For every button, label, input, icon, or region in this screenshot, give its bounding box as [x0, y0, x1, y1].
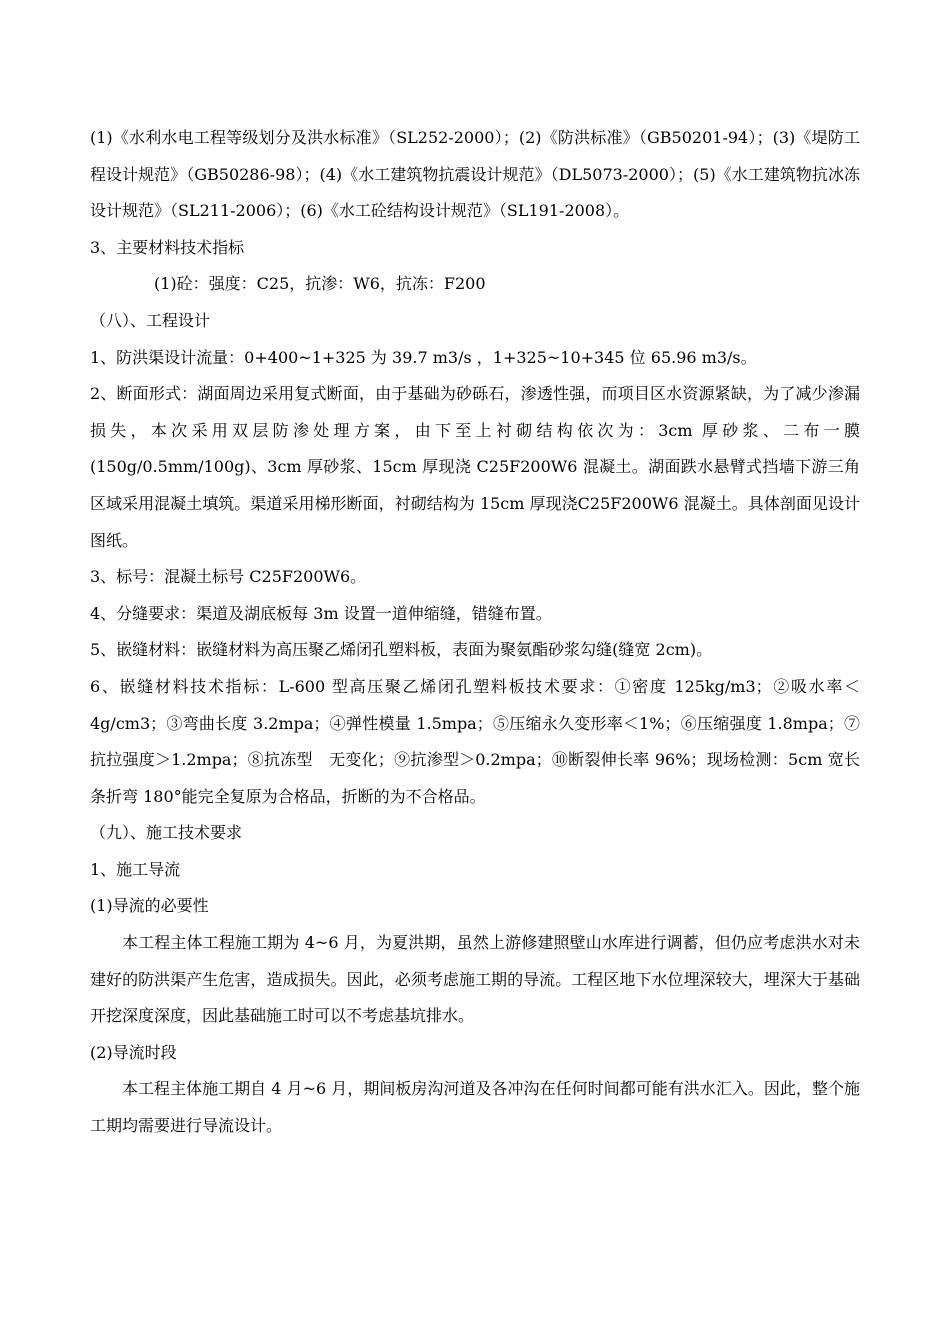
heading-construction-diversion: 1、施工导流	[90, 859, 181, 879]
paragraph-joint-material: 5、嵌缝材料：嵌缝材料为高压聚乙烯闭孔塑料板，表面为聚氨酯砂浆勾缝(缝宽 2cm)。	[90, 640, 713, 660]
paragraph-standards-list: (1)《水利水电工程等级划分及洪水标准》（SL252-2000）；(2)《防洪标准》（GB50201-94）；(3)《堤防工程设计规范》（GB50286-98）；(4)《水工建筑物抗震设计规范》（DL5073-2000）；(5)《水工建筑物抗冰冻设计规范》（SL211-2006）；(6)《水工砼结构设计规范》（SL191-2008）。	[90, 128, 860, 221]
section-heading-engineering-design: （八）、工程设计	[90, 310, 211, 330]
paragraph-joint-material-specs: 6、嵌缝材料技术指标：L-600 型高压聚乙烯闭孔塑料板技术要求：①密度 125kg/m3；②吸水率＜4g/cm3；③弯曲长度 3.2mpa；④弹性模量 1.5mpa；⑤压缩永久变形率＜1%；⑥压缩强度 1.8mpa；⑦抗拉强度＞1.2mpa；⑧抗冻型 无变化；⑨抗渗型＞0.2mpa；⑩断裂伸长率 96%；现场检测：5cm 宽长条折弯 180°能完全复原为合格品，折断的为不合格品。	[90, 676, 860, 806]
paragraph-grade: 3、标号：混凝土标号 C25F200W6。	[90, 567, 367, 587]
heading-material-indicators: 3、主要材料技术指标	[90, 237, 245, 257]
section-heading-construction-requirements: （九）、施工技术要求	[90, 823, 243, 843]
paragraph-section-form: 2、断面形式：湖面周边采用复式断面，由于基础为砂砾石，渗透性强，而项目区水资源紧缺，为了减少渗漏损失，本次采用双层防渗处理方案，由下至上衬砌结构依次为：3cm 厚砂浆、二布一膜(150g/0.5mm/100g)、3cm 厚砂浆、15cm 厚现浇 C25F200W6 混凝土。湖面跌水悬臂式挡墙下游三角区域采用混凝土填筑。渠道采用梯形断面，衬砌结构为 15cm 厚现浇C25F200W6 混凝土。具体剖面见设计图纸。	[90, 384, 860, 550]
paragraph-joint-requirements: 4、分缝要求：渠道及湖底板每 3m 设置一道伸缩缝，错缝布置。	[90, 603, 552, 623]
subheading-diversion-necessity: (1)导流的必要性	[90, 896, 209, 916]
subheading-diversion-period: (2)导流时段	[90, 1042, 177, 1062]
document-body	[90, 120, 860, 1145]
paragraph-design-flow: 1、防洪渠设计流量：0+400~1+325 为 39.7 m3/s ，1+325~10+345 位 65.96 m3/s。	[90, 347, 757, 367]
paragraph-diversion-necessity: 本工程主体工程施工期为 4~6 月，为夏洪期，虽然上游修建照壁山水库进行调蓄，但仍应考虑洪水对未建好的防洪渠产生危害，造成损失。因此，必须考虑施工期的导流。工程区地下水位埋深较大，埋深大于基础开挖深度深度，因此基础施工时可以不考虑基坑排水。	[90, 933, 860, 1026]
paragraph-concrete-spec: (1)砼：强度：C25，抗渗：W6，抗冻：F200	[154, 274, 486, 294]
paragraph-diversion-period: 本工程主体施工期自 4 月~6 月，期间板房沟河道及各冲沟在任何时间都可能有洪水汇入。因此，整个施工期均需要进行导流设计。	[90, 1079, 860, 1136]
